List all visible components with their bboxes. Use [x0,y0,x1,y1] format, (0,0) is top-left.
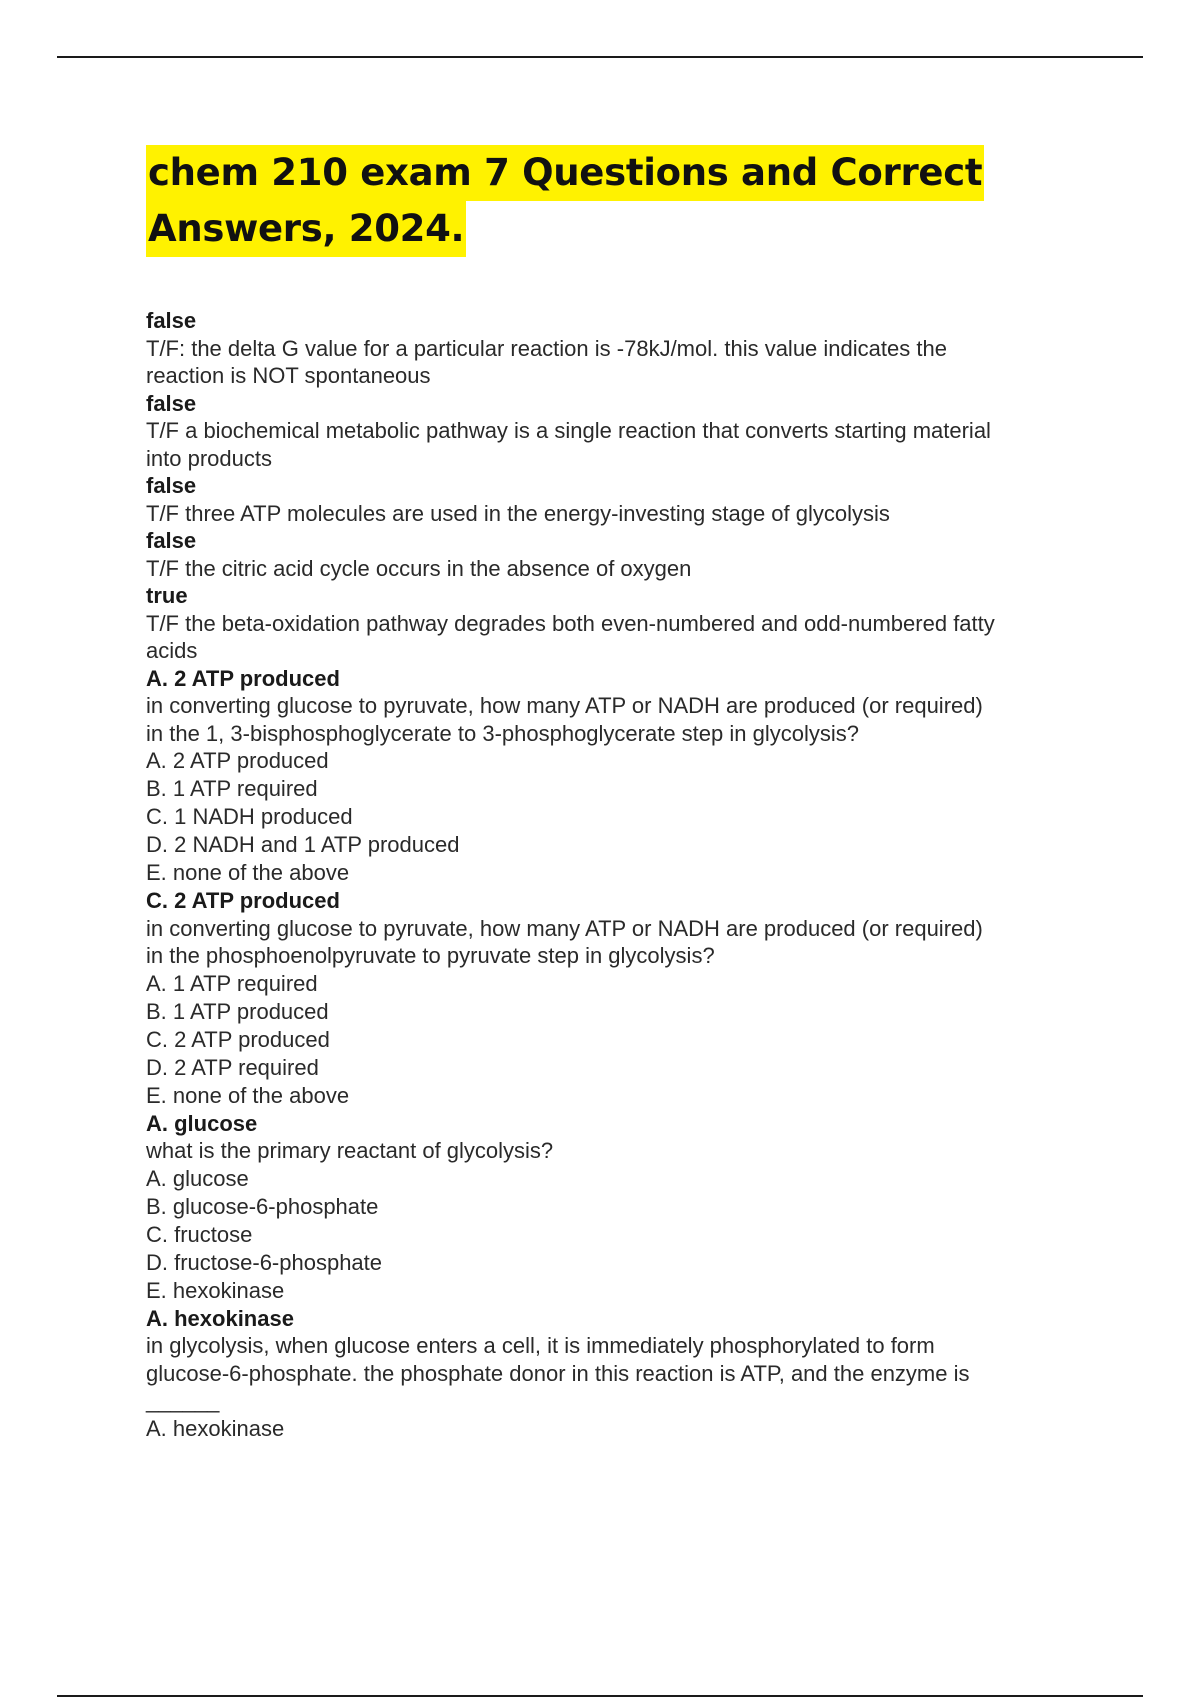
bottom-rule [57,1695,1143,1697]
answer: A. hexokinase [146,1305,294,1331]
qa-item-6 [146,665,1086,888]
question: T/F the beta-oxidation pathway degrades both even-numbered and odd-numbered fatty acids [146,610,995,663]
option: D. 2 ATP required [146,1054,319,1080]
title-line-1: chem 210 exam 7 Questions and Correct [146,145,984,201]
option: C. 1 NADH produced [146,804,353,829]
option: A. glucose [146,1165,249,1191]
question: in converting glucose to pyruvate, how many ATP or NADH are produced (or required) in the 1, 3-bisphosphoglycerate to 3-phosphoglycerate step in glycolysis? [146,693,983,746]
option: C. 2 ATP produced [146,1026,330,1052]
option: E. none of the above [146,1082,350,1108]
option: A. hexokinase [146,1415,285,1441]
answer: false [146,308,197,333]
document-title [146,145,1046,257]
title-line-2: Answers, 2024. [146,201,466,257]
answer: A. glucose [146,1110,258,1136]
answer: A. 2 ATP produced [146,665,340,691]
option: B. glucose-6-phosphate [146,1193,379,1219]
answer: false [146,528,197,553]
option: B. 1 ATP produced [146,998,329,1024]
option: E. none of the above [146,860,350,885]
option: B. 1 ATP required [146,776,318,801]
question: T/F three ATP molecules are used in the energy-investing stage of glycolysis [146,500,890,526]
qa-item-4 [146,527,1086,582]
qa-item-5 [146,582,1086,665]
answer-blank: ______ [146,1388,220,1413]
option: D. fructose-6-phosphate [146,1249,383,1275]
question: in glycolysis, when glucose enters a cell, it is immediately phosphorylated to form glucose-6-phosphate. the phosphate donor in this reaction is ATP, and the enzyme is [146,1333,970,1386]
option: A. 1 ATP required [146,970,318,996]
question: what is the primary reactant of glycolysis? [146,1138,554,1163]
question: T/F a biochemical metabolic pathway is a single reaction that converts starting material into products [146,418,991,471]
question: in converting glucose to pyruvate, how many ATP or NADH are produced (or required) in the phosphoenolpyruvate to pyruvate step in glycolysis? [146,915,983,968]
question: T/F the citric acid cycle occurs in the absence of oxygen [146,555,692,581]
answer: true [146,583,188,608]
qa-item-7 [146,887,1086,1110]
qa-item-3 [146,472,1086,527]
option: A. 2 ATP produced [146,748,329,773]
qa-item-9 [146,1305,1086,1443]
option: C. fructose [146,1221,253,1247]
option: E. hexokinase [146,1277,285,1303]
top-rule [57,56,1143,58]
option: D. 2 NADH and 1 ATP produced [146,832,460,857]
qa-item-2 [146,390,1086,473]
qa-item-8 [146,1110,1086,1305]
answer: C. 2 ATP produced [146,888,340,913]
qa-list [146,307,1086,1443]
answer: false [146,390,197,416]
question: T/F: the delta G value for a particular reaction is -78kJ/mol. this value indicates the reaction is NOT spontaneous [146,335,947,388]
answer: false [146,473,197,498]
qa-item-1 [146,307,1086,390]
